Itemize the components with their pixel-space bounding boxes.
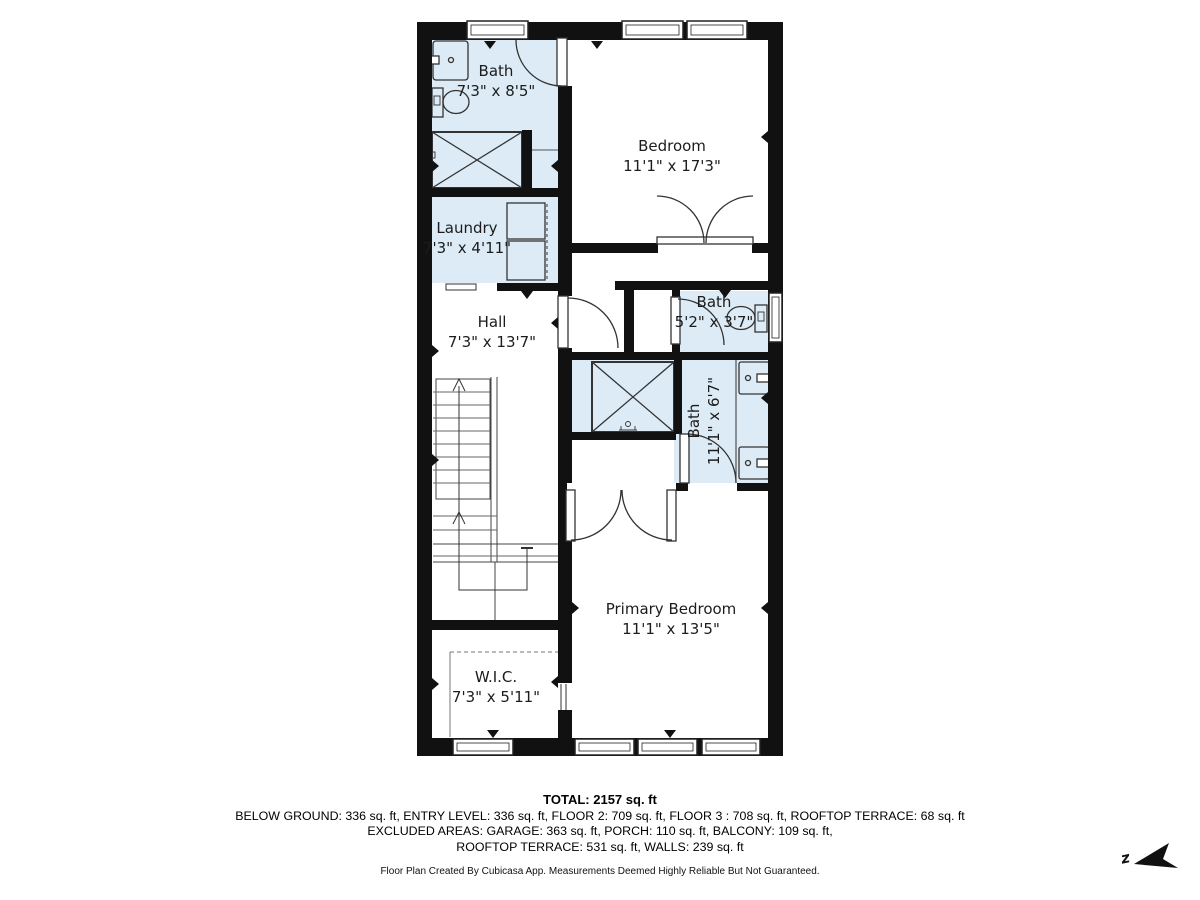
sliding-door [446,284,476,290]
room-name: Bedroom [638,137,706,155]
room-dims: 7'3" x 5'11" [451,688,541,706]
room-label-wic [452,667,540,707]
window [769,293,782,342]
window [702,739,760,755]
room-name: Bath [696,293,732,311]
window [467,21,528,39]
floor-areas-text: BELOW GROUND: 336 sq. ft, ENTRY LEVEL: 336 sq. ft, FLOOR 2: 709 sq. ft, FLOOR 3 : 708 sq. ft, ROOFTOP TERRACE: 68 sq. ft [235,809,965,823]
room-label-bedroom [623,136,721,176]
room-dims: 7'3" x 8'5" [456,82,536,100]
window [453,739,513,755]
room-dims: 11'1" x 6'7" [705,376,723,466]
room-dims: 7'3" x 4'11" [422,239,512,257]
area-summary [0,792,1200,877]
compass-letter: z [1119,848,1132,868]
window [687,21,747,39]
door [558,296,618,348]
room-label-hall [448,312,536,352]
excluded-areas-text-2: ROOFTOP TERRACE: 531 sq. ft, WALLS: 239 sq. ft [456,839,744,854]
window [638,739,697,755]
disclaimer-text: Floor Plan Created By Cubicasa App. Measurements Deemed Highly Reliable But Not Guaranteed. [380,866,820,878]
window [575,739,634,755]
room-name: Bath [478,62,514,80]
room-label-bath-upper [457,61,536,101]
room-name: W.I.C. [474,668,518,686]
double-door [566,490,676,541]
room-label-bath-primary [684,377,724,465]
room-name: Hall [477,313,507,331]
room-name: Laundry [436,219,498,237]
room-name: Primary Bedroom [605,600,737,618]
staircase[interactable] [433,377,562,620]
window [622,21,683,39]
room-dims: 5'2" x 3'7" [674,313,754,331]
closet-double-door [657,196,753,244]
room-name: Bath [685,403,703,439]
room-label-laundry [423,218,511,258]
room-dims: 11'1" x 13'5" [622,620,720,638]
total-area-text: TOTAL: 2157 sq. ft [543,792,657,807]
room-dims: 11'1" x 17'3" [623,157,721,175]
room-dims: 7'3" x 13'7" [447,333,537,351]
pocket-door [561,684,566,710]
room-label-bath-small [675,292,754,332]
room-label-primary-bedroom [606,599,737,639]
excluded-areas-text: EXCLUDED AREAS: GARAGE: 363 sq. ft, PORCH: 110 sq. ft, BALCONY: 109 sq. ft, [367,824,833,839]
